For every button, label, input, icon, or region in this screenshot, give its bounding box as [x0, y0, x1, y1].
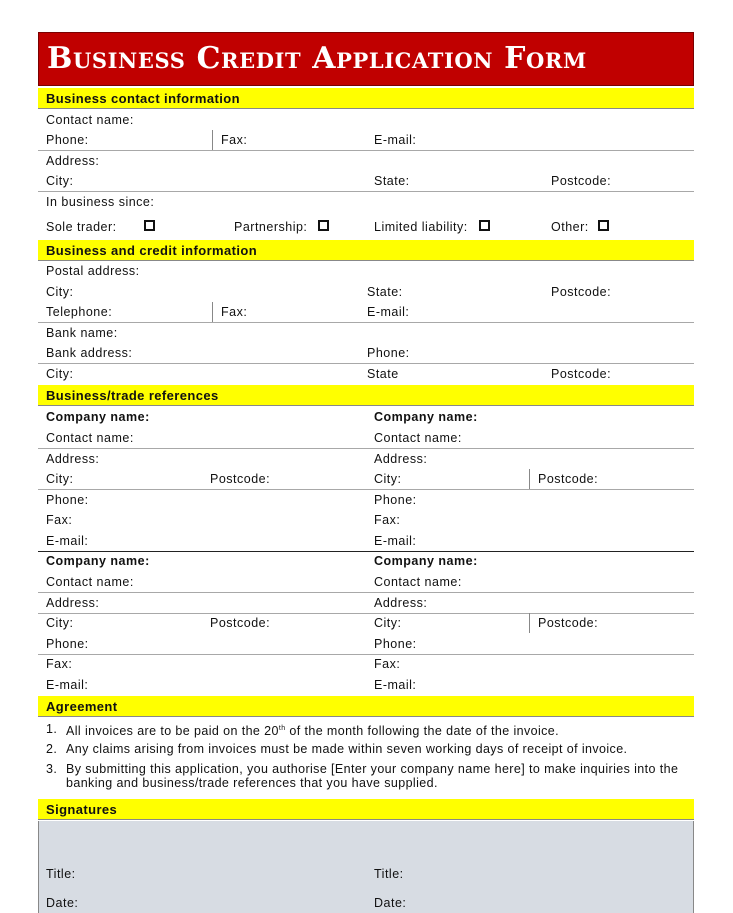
email-label: E-mail: [46, 534, 89, 548]
email-label: E-mail: [367, 305, 410, 319]
field-divider [212, 302, 213, 322]
state-label: State: [374, 174, 410, 188]
agreement-item [46, 722, 686, 738]
signature-title-label: Title: [374, 867, 404, 881]
reference-fax-row[interactable] [38, 510, 694, 530]
telephone-label: Telephone: [46, 305, 113, 319]
field-divider [529, 613, 530, 633]
address-row[interactable] [38, 151, 694, 171]
section-header-agreement [38, 696, 694, 717]
reference-address-row[interactable] [38, 593, 694, 614]
contact-name-row[interactable] [38, 110, 694, 130]
reference-fax-row[interactable] [38, 654, 694, 674]
phone-label: Phone: [46, 133, 89, 147]
bank-name-label: Bank name: [46, 326, 118, 340]
reference-email-row[interactable] [38, 675, 694, 695]
bank-address-row[interactable] [38, 343, 694, 364]
contact-name-label: Contact name: [374, 431, 462, 445]
address-label: Address: [374, 596, 428, 610]
city-row[interactable] [38, 171, 694, 192]
bank-phone-label: Phone: [367, 346, 410, 360]
city-label: City: [46, 174, 74, 188]
reference-contact-row[interactable] [38, 572, 694, 593]
phone-label: Phone: [374, 493, 417, 507]
fax-label: Fax: [46, 513, 73, 527]
credit-application-form [38, 32, 694, 913]
section-title: Signatures [46, 802, 118, 817]
section-title: Agreement [46, 699, 118, 714]
form-title: Business Credit Application Form [47, 41, 587, 76]
fax-label: Fax: [221, 305, 248, 319]
agreement-item-number: 3. [46, 762, 58, 776]
field-divider [212, 130, 213, 150]
reference-company-row[interactable] [38, 551, 694, 571]
signature-date-label: Date: [374, 896, 407, 910]
city-label: City: [46, 616, 74, 630]
reference-city-row[interactable] [38, 469, 694, 490]
postcode-label: Postcode: [210, 472, 271, 486]
section-title: Business and credit information [46, 243, 258, 258]
agreement-item-number: 2. [46, 742, 58, 756]
city-label: City: [374, 472, 402, 486]
bank-address-label: Bank address: [46, 346, 133, 360]
reference-company-row[interactable] [38, 407, 694, 427]
section-header-references [38, 385, 694, 406]
agreement-item-text: By submitting this application, you authorise [Enter your company name here] to make inquiries into the banking and business/trade references that you have supplied. [66, 762, 679, 790]
bank-name-row[interactable] [38, 323, 694, 343]
fax-label: Fax: [374, 513, 401, 527]
email-label: E-mail: [374, 678, 417, 692]
signature-area[interactable] [38, 821, 694, 913]
partnership-checkbox[interactable] [318, 220, 329, 231]
company-name-label: Company name: [374, 554, 478, 568]
email-label: E-mail: [374, 133, 417, 147]
section-title: Business contact information [46, 91, 240, 106]
city-label: City: [46, 285, 74, 299]
phone-label: Phone: [46, 493, 89, 507]
phone-label: Phone: [46, 637, 89, 651]
postal-address-row[interactable] [38, 261, 694, 281]
contact-name-label: Contact name: [46, 113, 134, 127]
state-label: State: [367, 285, 403, 299]
company-name-label: Company name: [374, 410, 478, 424]
sole-trader-checkbox[interactable] [144, 220, 155, 231]
postcode-label: Postcode: [551, 174, 612, 188]
company-name-label: Company name: [46, 410, 150, 424]
credit-city-row[interactable] [38, 282, 694, 302]
signature-date-label: Date: [46, 896, 79, 910]
contact-name-label: Contact name: [46, 431, 134, 445]
postal-address-label: Postal address: [46, 264, 140, 278]
reference-email-row[interactable] [38, 531, 694, 552]
address-label: Address: [46, 596, 100, 610]
sole-trader-label: Sole trader: [46, 220, 117, 234]
fax-label: Fax: [374, 657, 401, 671]
other-checkbox[interactable] [598, 220, 609, 231]
city-label: City: [46, 472, 74, 486]
partnership-label: Partnership: [234, 220, 308, 234]
postcode-label: Postcode: [551, 285, 612, 299]
email-label: E-mail: [46, 678, 89, 692]
section-header-credit [38, 240, 694, 261]
section-header-contact [38, 88, 694, 109]
address-label: Address: [374, 452, 428, 466]
contact-name-label: Contact name: [46, 575, 134, 589]
section-title: Business/trade references [46, 388, 219, 403]
agreement-item-number: 1. [46, 722, 58, 736]
reference-contact-row[interactable] [38, 428, 694, 449]
field-divider [529, 469, 530, 489]
city-label: City: [46, 367, 74, 381]
agreement-item [46, 742, 686, 758]
address-label: Address: [46, 154, 100, 168]
reference-phone-row[interactable] [38, 490, 694, 510]
section-header-signatures [38, 799, 694, 820]
company-name-label: Company name: [46, 554, 150, 568]
telephone-row[interactable] [38, 302, 694, 323]
limited-liability-label: Limited liability: [374, 220, 468, 234]
postcode-label: Postcode: [210, 616, 271, 630]
address-label: Address: [46, 452, 100, 466]
email-label: E-mail: [374, 534, 417, 548]
postcode-label: Postcode: [538, 472, 599, 486]
reference-phone-row[interactable] [38, 634, 694, 655]
in-business-since-row[interactable] [38, 192, 694, 212]
bank-city-row[interactable] [38, 364, 694, 384]
in-business-since-label: In business since: [46, 195, 155, 209]
phone-label: Phone: [374, 637, 417, 651]
other-label: Other: [551, 220, 589, 234]
contact-name-label: Contact name: [374, 575, 462, 589]
state-label: State [367, 367, 399, 381]
agreement-item-text: All invoices are to be paid on the 20th of the month following the date of the invoice. [66, 724, 560, 739]
phone-row[interactable] [38, 130, 694, 151]
city-label: City: [374, 616, 402, 630]
postcode-label: Postcode: [538, 616, 599, 630]
reference-city-row[interactable] [38, 613, 694, 633]
agreement-item-text: Any claims arising from invoices must be made within seven working days of receipt of invoice. [66, 742, 628, 756]
signature-title-label: Title: [46, 867, 76, 881]
business-type-row [38, 217, 694, 237]
fax-label: Fax: [46, 657, 73, 671]
reference-address-row[interactable] [38, 449, 694, 469]
postcode-label: Postcode: [551, 367, 612, 381]
agreement-item [46, 762, 686, 794]
form-title-bar [38, 32, 694, 86]
fax-label: Fax: [221, 133, 248, 147]
limited-liability-checkbox[interactable] [479, 220, 490, 231]
